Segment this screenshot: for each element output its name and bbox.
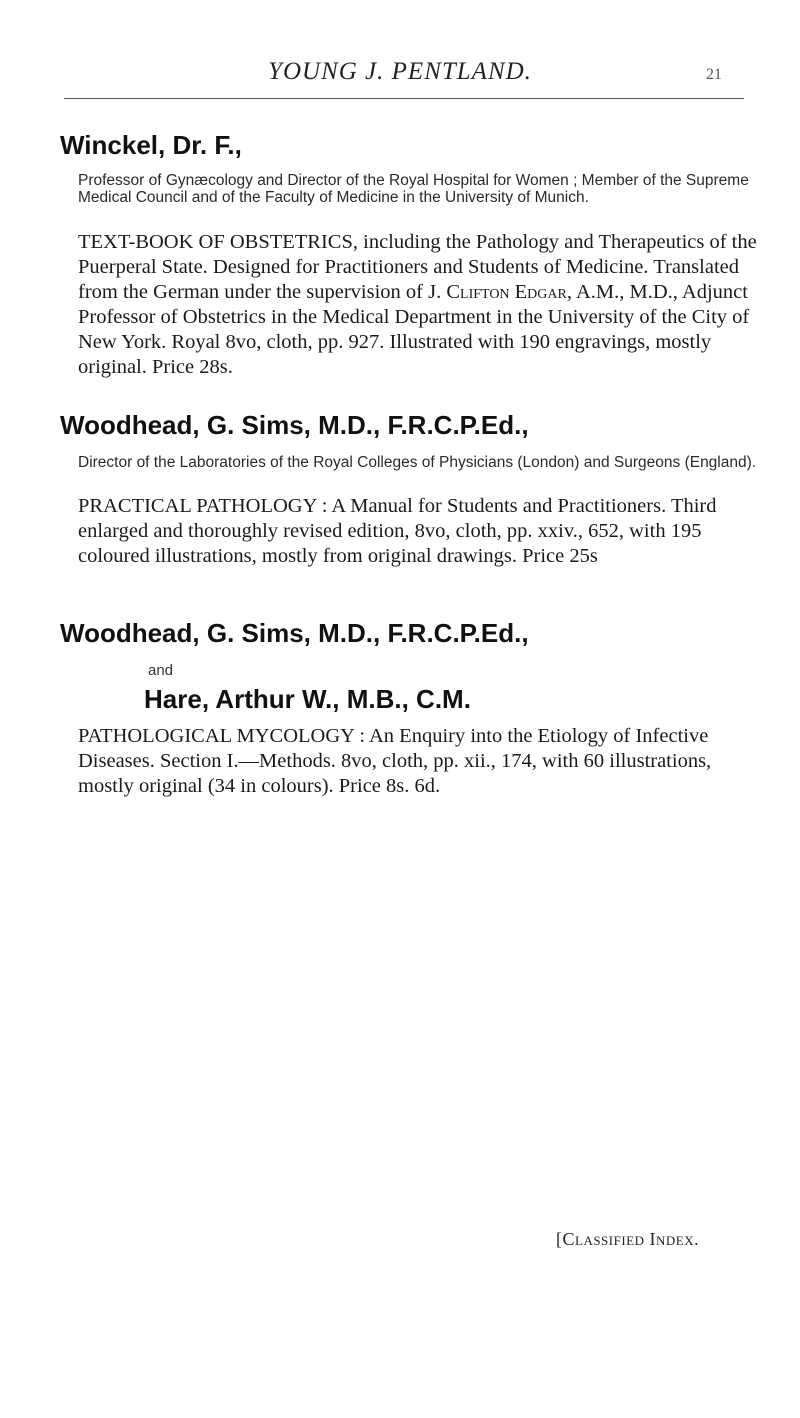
classified-index-catchword: [Classified Index. — [556, 1229, 700, 1249]
book-entry-practical-pathology: PRACTICAL PATHOLOGY : A Manual for Students and Practitioners. Third enlarged and thoroughly revised edition, 8vo, cloth, pp. xxiv., 652, with 195 coloured illustrations, mostly from original drawings. Price 25s — [78, 495, 717, 567]
author-description-woodhead: Director of the Laboratories of the Royal Colleges of Physicians (London) and Surgeons (England). — [78, 454, 757, 471]
translator-name: Clifton Edgar — [446, 281, 567, 303]
page-number: 21 — [706, 66, 722, 83]
author-heading-woodhead: Woodhead, G. Sims, M.D., F.R.C.P.Ed., — [60, 410, 529, 440]
conjunction-and: and — [148, 662, 174, 679]
book-entry-text-before: TEXT-BOOK OF OBSTETRICS, including the Pathology and Therapeutics of the Puerperal State. Designed for Practitioners and Students of Medicine. Translated from the German under the supervision of J. — [78, 231, 757, 303]
author-heading-winckel: Winckel, Dr. F., — [60, 130, 242, 160]
author-description-winckel: Professor of Gynæcology and Director of the Royal Hospital for Women ; Member of the Supreme Medical Council and of the Faculty of Medicine in the University of Munich. — [78, 172, 749, 206]
author-heading-woodhead-joint: Woodhead, G. Sims, M.D., F.R.C.P.Ed., — [60, 618, 529, 648]
coauthor-heading-hare: Hare, Arthur W., M.B., C.M. — [144, 684, 471, 714]
book-entry-obstetrics — [78, 230, 762, 380]
running-head: YOUNG J. PENTLAND. — [268, 58, 532, 85]
book-entry-pathological-mycology: PATHOLOGICAL MYCOLOGY : An Enquiry into the Etiology of Infective Diseases. Section I.—Methods. 8vo, cloth, pp. xii., 174, with 60 illustrations, mostly original (34 in colours). Price 8s. 6d. — [78, 725, 712, 797]
book-entry-text-after: , A.M., M.D., Adjunct Professor of Obstetrics in the Medical Department in the University of the City of New York. Royal 8vo, cloth, pp. 927. Illustrated with 190 engravings, mostly original. Price 28s. — [78, 281, 750, 378]
header-rule — [64, 98, 744, 99]
